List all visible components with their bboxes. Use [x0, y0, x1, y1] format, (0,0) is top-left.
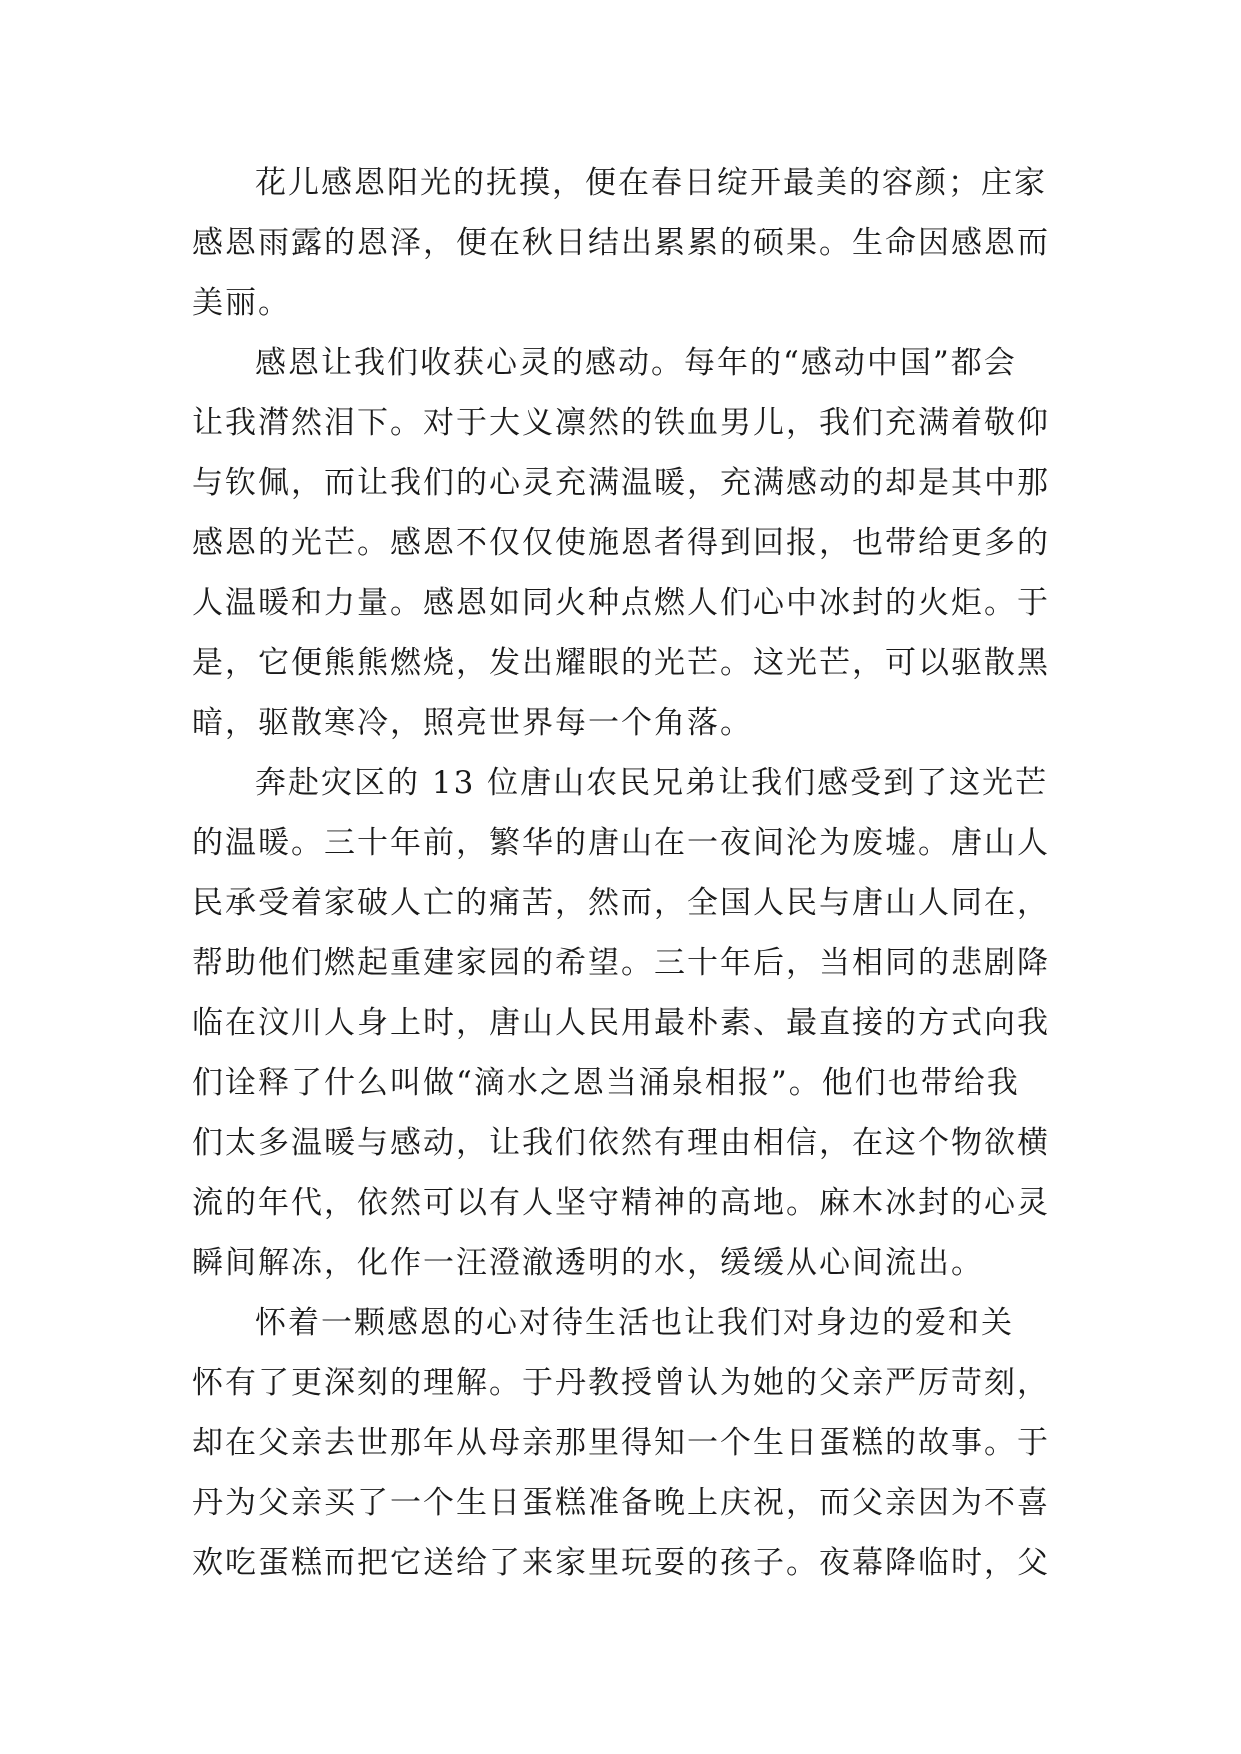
text-line: 人温暖和力量。感恩如同火种点燃人们心中冰封的火炬。于: [192, 585, 1050, 621]
text-line: 美丽。: [192, 285, 291, 321]
text-line: 暗，驱散寒冷，照亮世界每一个角落。: [192, 705, 753, 741]
text-line: 奔赴灾区的 13 位唐山农民兄弟让我们感受到了这光芒: [255, 765, 1049, 801]
text-line: 们诠释了什么叫做“滴水之恩当涌泉相报”。他们也带给我: [192, 1065, 1020, 1101]
text-line: 是，它便熊熊燃烧，发出耀眼的光芒。这光芒，可以驱散黑: [192, 645, 1050, 681]
text-line: 怀有了更深刻的理解。于丹教授曾认为她的父亲严厉苛刻，: [192, 1365, 1050, 1401]
text-line: 欢吃蛋糕而把它送给了来家里玩耍的孩子。夜幕降临时，父: [192, 1545, 1050, 1581]
text-line: 帮助他们燃起重建家园的希望。三十年后，当相同的悲剧降: [192, 945, 1050, 981]
text-line: 花儿感恩阳光的抚摸，便在春日绽开最美的容颜；庄家: [255, 165, 1047, 201]
text-line: 却在父亲去世那年从母亲那里得知一个生日蛋糕的故事。于: [192, 1425, 1050, 1461]
text-line: 民承受着家破人亡的痛苦，然而，全国人民与唐山人同在，: [192, 885, 1050, 921]
text-line: 感恩雨露的恩泽，便在秋日结出累累的硕果。生命因感恩而: [192, 225, 1050, 261]
text-line: 们太多温暖与感动，让我们依然有理由相信，在这个物欲横: [192, 1125, 1050, 1161]
text-line: 流的年代，依然可以有人坚守精神的高地。麻木冰封的心灵: [192, 1185, 1050, 1221]
text-line: 感恩让我们收获心灵的感动。每年的“感动中国”都会: [255, 345, 1017, 381]
text-line: 瞬间解冻，化作一汪澄澈透明的水，缓缓从心间流出。: [192, 1245, 984, 1281]
text-line: 感恩的光芒。感恩不仅仅使施恩者得到回报，也带给更多的: [192, 525, 1050, 561]
text-line: 的温暖。三十年前，繁华的唐山在一夜间沦为废墟。唐山人: [192, 825, 1050, 861]
text-line: 丹为父亲买了一个生日蛋糕准备晚上庆祝，而父亲因为不喜: [192, 1485, 1050, 1521]
text-line: 与钦佩，而让我们的心灵充满温暖，充满感动的却是其中那: [192, 465, 1050, 501]
text-line: 临在汶川人身上时，唐山人民用最朴素、最直接的方式向我: [192, 1005, 1050, 1041]
text-line: 怀着一颗感恩的心对待生活也让我们对身边的爱和关: [255, 1305, 1014, 1341]
text-line: 让我潸然泪下。对于大义凛然的铁血男儿，我们充满着敬仰: [192, 405, 1050, 441]
